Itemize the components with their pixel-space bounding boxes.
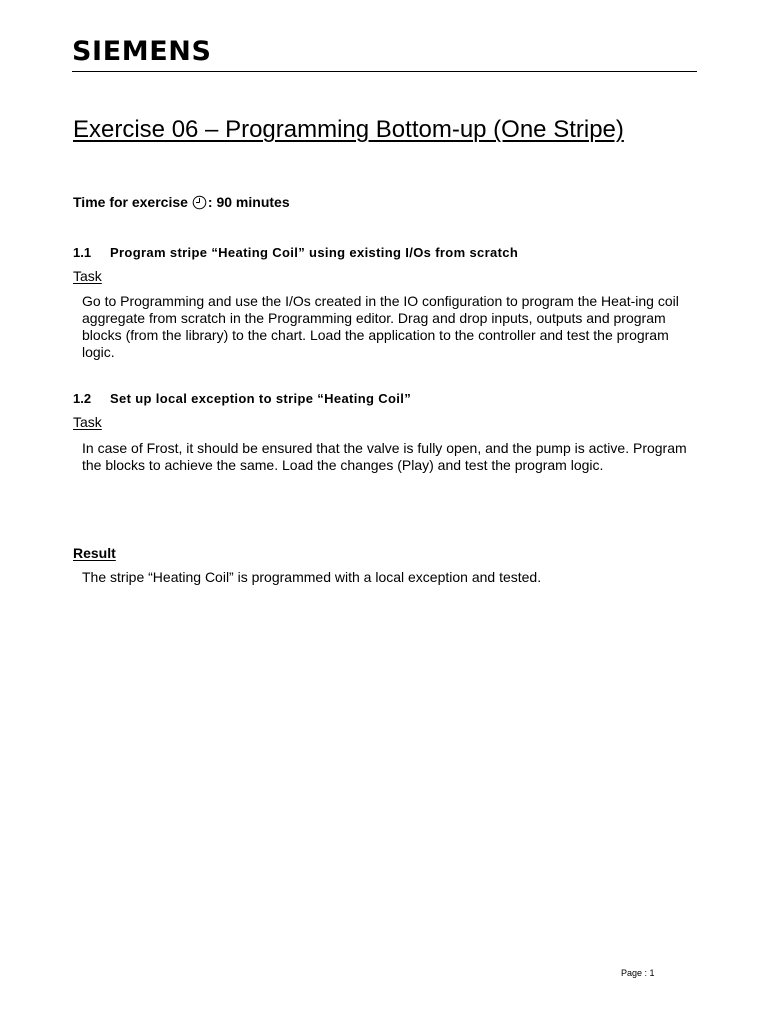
section-heading-1-1 [73,245,518,261]
task-text: Go to Programming and use the I/Os created in the IO configuration to program the Heat-ing coil aggregate from scratch in the Programming editor. Drag and drop inputs, outputs and program blocks (from the library) to the chart. Load the application to the controller and test the program logic. [82,293,679,360]
time-value: : 90 minutes [207,194,290,210]
page-title: Exercise 06 – Programming Bottom-up (One Stripe) [73,116,624,143]
time-label: Time for exercise [73,194,188,210]
section-number: 1.2 [73,391,92,406]
header-rule [72,71,697,72]
page-number: Page : 1 [621,968,655,978]
task-label: Task [73,414,102,430]
section-title: Program stripe “Heating Coil” using existing I/Os from scratch [110,245,519,260]
exercise-time [73,193,290,214]
section-title: Set up local exception to stripe “Heating Coil” [110,391,412,406]
task-text: In case of Frost, it should be ensured that the valve is fully open, and the pump is active. Program the blocks to achieve the same. Load the changes (Play) and test the program logic. [82,440,687,473]
clock-icon [192,195,207,214]
result-text: The stripe “Heating Coil” is programmed with a local exception and tested. [82,569,542,585]
section-heading-1-2 [73,391,411,407]
result-label: Result [73,545,116,561]
section-number: 1.1 [73,245,92,260]
task-label: Task [73,268,102,284]
siemens-logo: SIEMENS [72,36,212,67]
